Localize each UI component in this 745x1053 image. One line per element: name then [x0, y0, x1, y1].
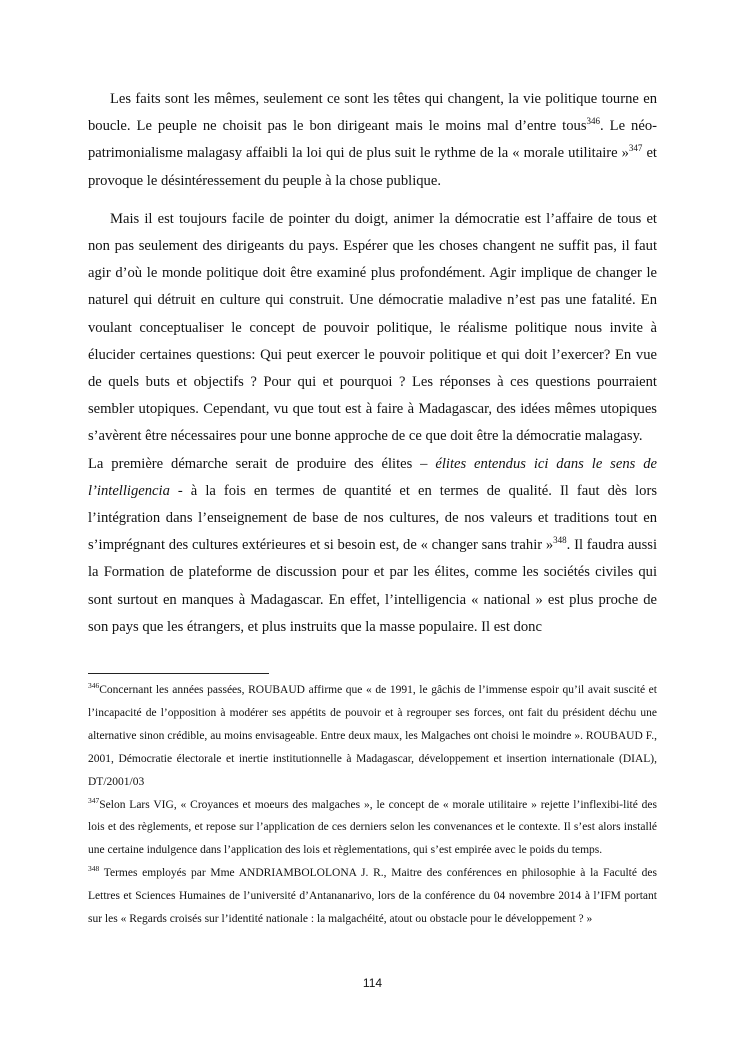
footnote-ref-347[interactable]: 347 — [628, 143, 643, 154]
footnotes — [88, 679, 657, 931]
paragraph-2: Mais il est toujours facile de pointer du doigt, animer la démocratie est l’affaire de tous et non pas seulement des dirigeants du pays. Espérer que les choses changent ne suffit pas, il faut agir d’où le monde politique doit être examiné plus profondément. Agir implique de changer le naturel qui détruit en culture qui construit. Une démocratie maladive n’est pas une fatalité. En voulant conceptualiser le concept de pouvoir politique, le réalisme politique nous invite à élucider certaines questions: Qui peut exercer le pouvoir politique et qui doit l’exercer? En vue de quels buts et objectifs ? Pour qui et pourquoi ? Les réponses à ces questions pourraient sembler utopiques. Cependant, vu que tout est à faire à Madagascar, des idées mêmes utopiques s’avèrent être nécessaires pour une bonne approche de ce que doit être la démocratie malagasy. — [88, 210, 657, 445]
footnote-ref-346[interactable]: 346 — [586, 116, 601, 127]
footnote-text: Termes employés par Mme ANDRIAMBOLOLONA J. R., Maitre des conférences en philosophie à la Faculté des Lettres et Sciences Humaines de l’université d’Antananarivo, lors de la conférence du 04 novembre 2014 à l’IFM portant sur les « Regards croisés sur l’identité nationale : la malgachéité, atout ou obstacle pour le développement ? » — [88, 867, 657, 926]
paragraph-3-text-b: - à la fois en termes de quantité et en termes de qualité. Il faut dès lors l’intégration dans l’enseignement de base de nos cultures, de nos valeurs et traditions tout en s’imprégnant des cultures extérieures et si besoin est, de « changer sans trahir » — [88, 482, 657, 554]
paragraph-1 — [88, 86, 657, 195]
paragraph-3 — [88, 451, 657, 641]
footnote-number: 348 — [88, 864, 100, 874]
paragraph-1-text-b: . Le néo-patrimonialisme malagasy affaibli la loi qui de plus suit le rythme de la « morale utilitaire » — [88, 118, 657, 162]
footnote-348 — [88, 862, 657, 931]
paragraph-3-emphasis: élites entendus ici dans le sens de l’intelligencia — [88, 455, 657, 499]
paragraph-1-text-a: Les faits sont les mêmes, seulement ce sont les têtes qui changent, la vie politique tourne en boucle. Le peuple ne choisit pas le bon dirigeant mais le moins mal d’entre tous — [88, 91, 657, 135]
footnote-text: Selon Lars VIG, « Croyances et moeurs des malgaches », le concept de « morale utilitaire » rejette l’inflexibi-lité des lois et des règlements, et repose sur l’application de ces derniers selon les convenances et le contexte. Il s’est alors installé une certaine indulgence dans l’application des lois et règlementations, qui s’est empirée avec le poids du temps. — [88, 798, 657, 857]
footnote-346 — [88, 679, 657, 794]
footnote-347 — [88, 794, 657, 863]
footnote-ref-348[interactable]: 348 — [553, 535, 567, 546]
footnote-separator — [88, 673, 269, 674]
paragraph-1-text-c: et provoque le désintéressement du peuple à la chose publique. — [88, 145, 657, 189]
footnote-text: Concernant les années passées, ROUBAUD affirme que « de 1991, le gâchis de l’immense espoir qu’il avait suscité et l’incapacité de l’opposition à modérer ses appétits de pouvoir et à regrouper ses forces, ont fait du président déchu une alternative sinon crédible, au moins envisageable. Entre deux maux, les Malgaches ont choisi le moindre ». ROUBAUD F., 2001, Démocratie électorale et inertie institutionnelle à Madagascar, développement et insertion internationale (DIAL), DT/2001/03 — [88, 684, 657, 788]
paragraph-3-text-c: . Il faudra aussi la Formation de plateforme de discussion pour et par les élites, comme les sociétés civiles qui sont surtout en manques à Madagascar. En effet, l’intelligencia « national » est plus proche de son pays que les étrangers, et plus instruits que la masse populaire. Il est donc — [88, 537, 657, 635]
page-number: 114 — [362, 976, 383, 990]
footnote-number: 346 — [88, 681, 100, 691]
paragraph-3-text-a: La première démarche serait de produire des élites – — [88, 455, 436, 472]
body-text — [88, 86, 657, 641]
footnote-number: 347 — [88, 795, 100, 805]
